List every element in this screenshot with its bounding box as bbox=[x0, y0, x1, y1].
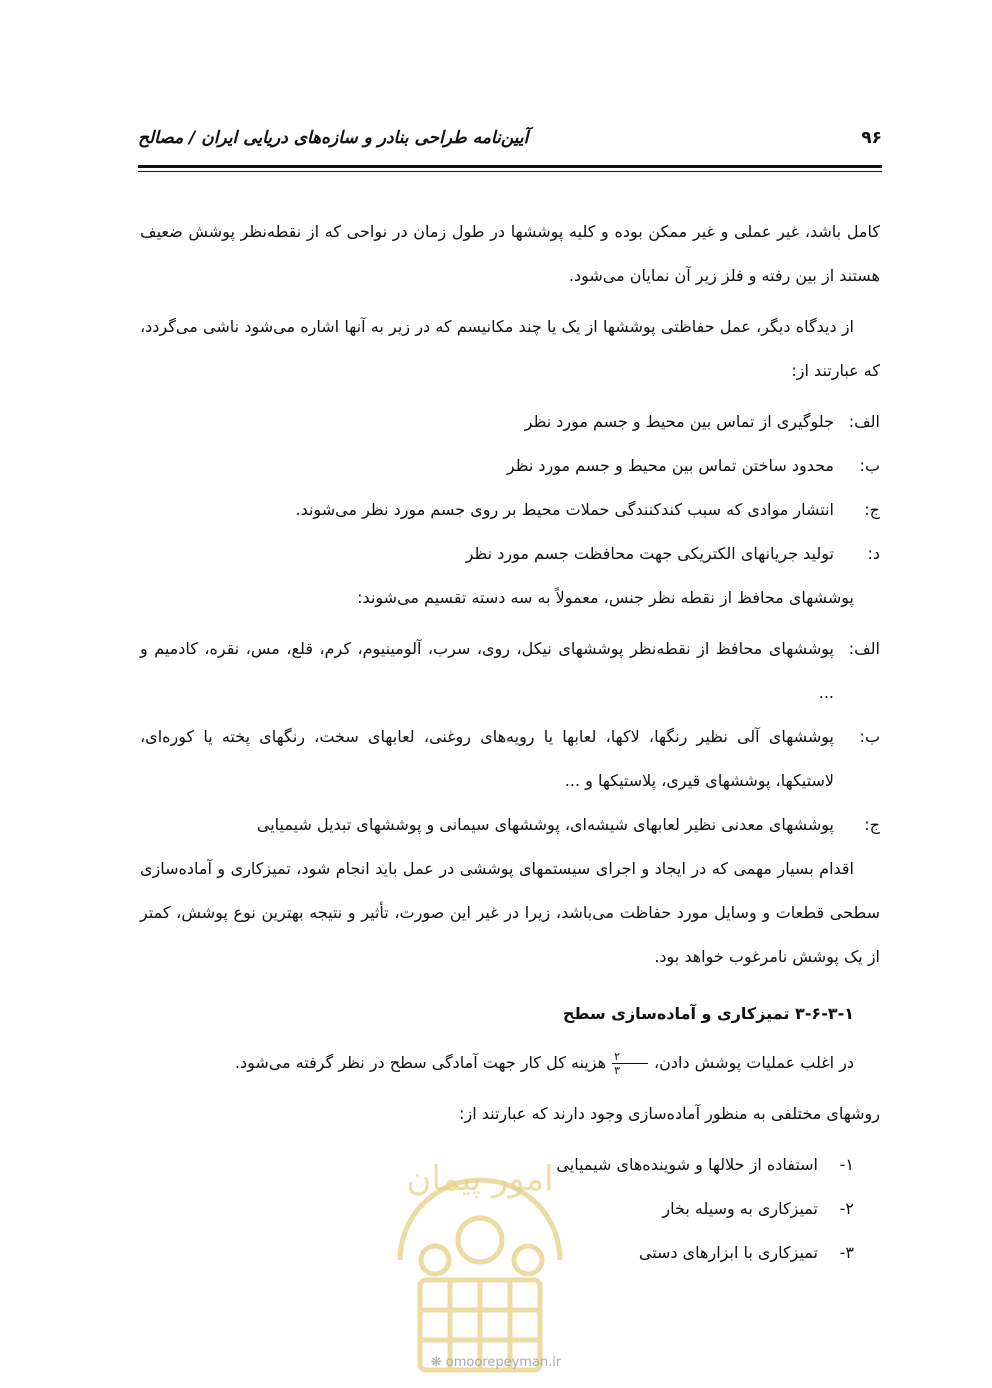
watermark-seal-text: امور پیمان bbox=[406, 1159, 554, 1199]
paragraph-4: اقدام بسیار مهمی که در ایجاد و اجرای سیستمهای پوششی در عمل باید انجام شود، تمیزکاری و آماده‌سازی سطحی قطعات و وسایل مورد حفاظت می‌باشد، زیرا در غیر این صورت، تأثیر و نتیجه بهترین نوع پوشش، کمتر از یک پوشش نامرغوب خواهد بود. bbox=[140, 859, 880, 966]
watermark-seal-icon bbox=[360, 1110, 600, 1380]
list-marker: د: bbox=[867, 544, 880, 563]
watermark-url: ❋ omoorepeyman.ir bbox=[430, 1355, 562, 1370]
list-marker: الف: bbox=[848, 639, 880, 658]
paragraph-1: کامل باشد، غیر عملی و غیر ممکن بوده و کلیه پوششها در طول زمان در نواحی که از نقطه‌نظر پوشش ضعیف هستند از بین رفته و فلز زیر آن نمایان می‌شود. bbox=[140, 222, 880, 285]
list-marker: الف: bbox=[848, 412, 880, 431]
list-marker: ب: bbox=[859, 456, 880, 475]
page-number: ۹۶ bbox=[861, 128, 882, 148]
list-item-text: تمیزکاری با ابزارهای دستی bbox=[638, 1243, 818, 1262]
list-item-text: پوششهای معدنی نظیر لعابهای شیشه‌ای، پوششهای سیمانی و پوششهای تبدیل شیمیایی bbox=[256, 815, 834, 834]
list-marker: ج: bbox=[864, 815, 880, 834]
paragraph-6: روشهای مختلفی به منظور آماده‌سازی وجود دارند که عبارتند از: bbox=[459, 1104, 880, 1123]
paragraph-2: از دیدگاه دیگر، عمل حفاظتی پوششها از یک یا چند مکانیسم که در زیر به آنها اشاره می‌شود ناشی می‌گردد، که عبارتند از: bbox=[140, 317, 880, 380]
paragraph-5 bbox=[140, 1041, 880, 1085]
header-rule-thin bbox=[138, 171, 882, 172]
list-marker: ج: bbox=[864, 500, 880, 519]
section-heading: ۳-۶-۳-۱ تمیزکاری و آماده‌سازی سطح bbox=[562, 1004, 854, 1023]
list-item-text: پوششهای آلی نظیر رنگها، لاکها، لعابها یا رویه‌های روغنی، لعابهای سخت، رنگهای پخته یا کوره‌ای، لاستیکها، پوششهای قیری، پلاستیکها و ... bbox=[140, 727, 834, 790]
list-item-text: تمیزکاری به وسیله بخار bbox=[662, 1199, 818, 1218]
list-item-text: انتشار موادی که سبب کندکنندگی حملات محیط بر روی جسم مورد نظر می‌شوند. bbox=[295, 500, 834, 519]
list-marker: ۲- bbox=[839, 1199, 854, 1218]
header-rule-thick bbox=[138, 165, 882, 168]
list-item-text: استفاده از حلالها و شوینده‌های شیمیایی bbox=[556, 1155, 818, 1174]
list-item bbox=[140, 400, 880, 444]
seal-gear-left bbox=[421, 1246, 449, 1274]
list-item bbox=[140, 803, 880, 847]
list-item-text: جلوگیری از تماس بین محیط و جسم مورد نظر bbox=[524, 412, 834, 431]
list-marker: ۱- bbox=[839, 1155, 854, 1174]
list-item bbox=[140, 715, 880, 803]
list-marker: ۳- bbox=[839, 1243, 854, 1262]
fraction-denominator: ۳ bbox=[614, 1064, 620, 1077]
fraction-numerator: ۲ bbox=[612, 1050, 648, 1064]
paragraph-5-end: هزینه کل کار جهت آمادگی سطح در نظر گرفته می‌شود. bbox=[234, 1053, 607, 1072]
page-header bbox=[138, 128, 882, 156]
paragraph-5-start: در اغلب عملیات پوشش دادن، bbox=[653, 1053, 854, 1072]
list-item bbox=[140, 627, 880, 715]
fraction bbox=[612, 1050, 648, 1077]
paragraph-3: پوششهای محافظ از نقطه نظر جنس، معمولاً به سه دسته تقسیم می‌شوند: bbox=[357, 588, 854, 607]
coating-categories-list bbox=[140, 627, 880, 847]
list-item bbox=[140, 444, 880, 488]
seal-gear bbox=[458, 1218, 502, 1262]
list-marker: ب: bbox=[859, 727, 880, 746]
list-item-text: تولید جریانهای الکتریکی جهت محافظت جسم مورد نظر bbox=[465, 544, 834, 563]
watermark-url-text: omoorepeyman.ir bbox=[445, 1355, 562, 1370]
seal-gear-right bbox=[514, 1246, 542, 1274]
running-title: آیین‌نامه طراحی بنادر و سازه‌های دریایی ایران / مصالح bbox=[138, 128, 529, 148]
list-item-text: پوششهای محافظ از نقطه‌نظر پوششهای نیکل، روی، سرب، آلومینیوم، کرم، قلع، مس، نقره، کادمیم و ... bbox=[140, 639, 834, 702]
list-item-text: محدود ساختن تماس بین محیط و جسم مورد نظر bbox=[506, 456, 834, 475]
list-item bbox=[140, 532, 880, 576]
mechanisms-list bbox=[140, 400, 880, 576]
list-item bbox=[140, 488, 880, 532]
